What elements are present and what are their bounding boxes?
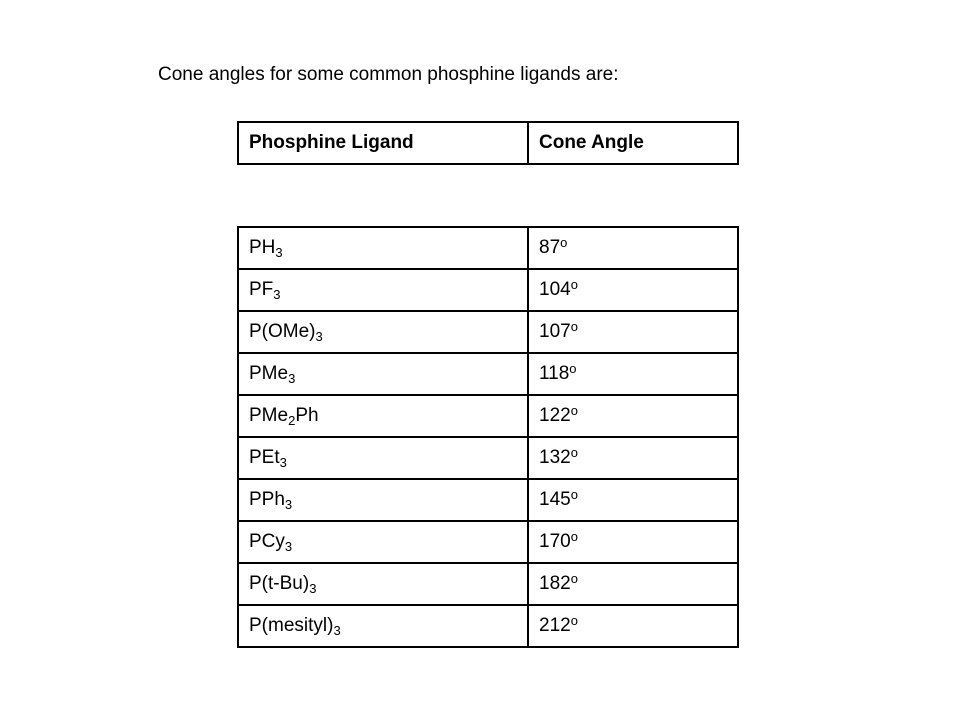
ligand-formula: PF <box>249 279 274 300</box>
ligand-formula: PPh <box>249 489 285 510</box>
cone-angle-value: 118 <box>539 363 570 384</box>
cone-angle-cell <box>528 437 738 479</box>
cone-angle-cell <box>528 269 738 311</box>
cone-angle-table <box>237 226 739 648</box>
ligand-formula: PEt <box>249 447 280 468</box>
cone-angle-value: 104 <box>539 279 571 300</box>
ligand-formula: PMe <box>249 405 289 426</box>
degree-symbol: o <box>570 445 578 460</box>
degree-symbol: o <box>569 361 577 376</box>
table-row <box>238 479 738 521</box>
table-row <box>238 269 738 311</box>
cone-angle-value: 170 <box>539 531 571 552</box>
table-row <box>238 437 738 479</box>
degree-symbol: o <box>570 487 578 502</box>
page-title: Cone angles for some common phosphine ligands are: <box>158 64 619 85</box>
ligand-subscript: 3 <box>284 539 293 554</box>
degree-symbol: o <box>570 529 578 544</box>
ligand-cell <box>238 605 528 647</box>
degree-symbol: o <box>570 319 578 334</box>
cone-angle-value: 212 <box>539 615 571 636</box>
ligand-cell <box>238 479 528 521</box>
ligand-cell <box>238 353 528 395</box>
ligand-cell <box>238 521 528 563</box>
degree-symbol: o <box>570 571 578 586</box>
degree-symbol: o <box>570 403 578 418</box>
cone-angle-value: 107 <box>539 321 571 342</box>
header-phosphine-ligand: Phosphine Ligand <box>238 122 528 164</box>
ligand-cell <box>238 269 528 311</box>
ligand-subscript: 3 <box>275 245 283 260</box>
cone-angle-cell <box>528 353 738 395</box>
ligand-subscript: 3 <box>284 497 293 512</box>
ligand-formula-suffix: Ph <box>295 405 319 426</box>
header-table <box>237 121 739 165</box>
ligand-formula: P(mesityl) <box>249 615 334 636</box>
ligand-cell <box>238 563 528 605</box>
cone-angle-cell <box>528 563 738 605</box>
table-row <box>238 353 738 395</box>
cone-angle-value: 132 <box>539 447 571 468</box>
ligand-subscript: 2 <box>288 413 296 428</box>
ligand-formula: PH <box>249 237 276 258</box>
ligand-formula: PCy <box>249 531 285 552</box>
header-cone-angle: Cone Angle <box>528 122 738 164</box>
table-row <box>238 521 738 563</box>
table-row <box>238 563 738 605</box>
cone-angle-cell <box>528 395 738 437</box>
cone-angle-cell <box>528 521 738 563</box>
cone-angle-cell <box>528 605 738 647</box>
cone-angle-value: 87 <box>539 237 561 258</box>
ligand-cell <box>238 395 528 437</box>
table-row <box>238 227 738 269</box>
cone-angle-cell <box>528 479 738 521</box>
degree-symbol: o <box>570 277 578 292</box>
ligand-formula: P(OMe) <box>249 321 316 342</box>
degree-symbol: o <box>570 613 578 628</box>
ligand-subscript: 3 <box>309 581 317 596</box>
table-row <box>238 605 738 647</box>
cone-angle-cell <box>528 311 738 353</box>
table-row <box>238 395 738 437</box>
cone-angle-value: 145 <box>539 489 571 510</box>
degree-symbol: o <box>560 235 568 250</box>
ligand-cell <box>238 311 528 353</box>
ligand-formula: PMe <box>249 363 289 384</box>
ligand-subscript: 3 <box>333 623 341 638</box>
header-row <box>238 122 738 164</box>
ligand-subscript: 3 <box>273 287 281 302</box>
ligand-subscript: 3 <box>279 455 287 470</box>
ligand-cell <box>238 437 528 479</box>
ligand-cell <box>238 227 528 269</box>
ligand-subscript: 3 <box>288 371 296 386</box>
ligand-formula: P(t-Bu) <box>249 573 310 594</box>
table-row <box>238 311 738 353</box>
ligand-subscript: 3 <box>315 329 323 344</box>
cone-angle-cell <box>528 227 738 269</box>
cone-angle-value: 182 <box>539 573 571 594</box>
cone-angle-value: 122 <box>539 405 571 426</box>
